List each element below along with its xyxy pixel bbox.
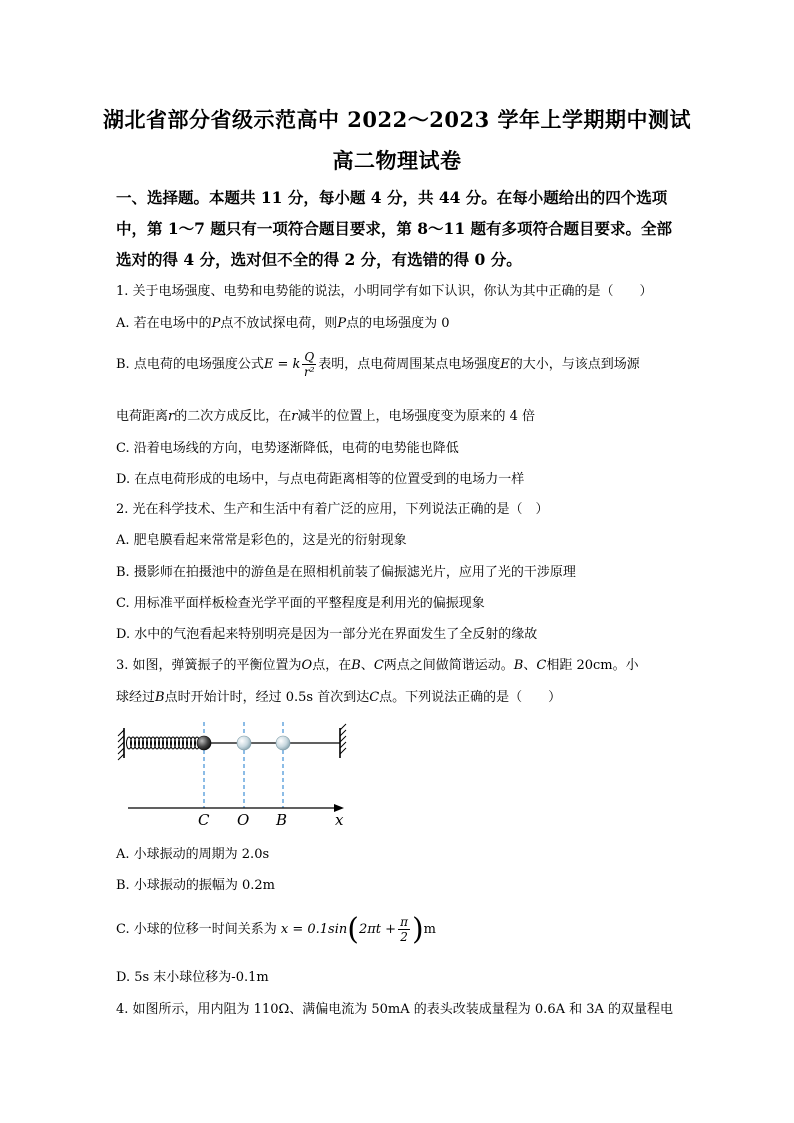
coulomb-fraction: $\frac{Q}{\text{r²}}$ xyxy=(304,350,315,379)
exam-subtitle: 高二物理试卷 xyxy=(332,148,462,173)
right-wall xyxy=(340,724,346,758)
q1-option-a: A. 若在电场中的P点不放试探电荷，则P点的电场强度为 0 xyxy=(116,316,450,331)
ball-at-c xyxy=(197,736,211,750)
q2-option-c: C. 用标准平面样板检查光学平面的平整程度是利用光的偏振现象 xyxy=(116,596,485,611)
label-x: x xyxy=(335,811,344,829)
q3-stem-line2: 球经过B点时开始计时，经过 0.5s 首次到达C点。下列说法正确的是（ ） xyxy=(116,690,562,705)
ball-at-o xyxy=(237,736,251,750)
q3-option-a: A. 小球振动的周期为 2.0s xyxy=(116,847,270,862)
spring-oscillator-figure xyxy=(110,718,360,830)
left-wall xyxy=(118,728,124,760)
label-b: B xyxy=(276,811,288,829)
q1-option-d: D. 在点电荷形成的电场中，与点电荷距离相等的位置受到的电场力一样 xyxy=(116,472,525,487)
section-heading: 一、选择题。本题共 11 分，每小题 4 分，共 44 分。在每小题给出的四个选项中，第 1～7 题只有一项符合题目要求，第 8～11 题有多项符合题目要求。全部选对的得 4 分，选对但不全的得 2 分，有选错的得 0 分。 xyxy=(116,188,673,269)
q1-option-b: B. 点电荷的电场强度公式E = k $\frac{Q}{\text{r²}}$ 表明，点电荷周围某点电场强度E的大小，与该点到场源 xyxy=(116,350,640,379)
exam-title: 湖北省部分省级示范高中 2022～2023 学年上学期期中测试 xyxy=(102,107,691,132)
ball-at-b xyxy=(276,736,290,750)
q4-stem: 4. 如图所示，用内阻为 110Ω、满偏电流为 50mA 的表头改装成量程为 0.6A 和 3A 的双量程电 xyxy=(116,1002,674,1017)
q3-option-b: B. 小球振动的振幅为 0.2m xyxy=(116,878,275,893)
q2-option-b: B. 摄影师在拍摄池中的游鱼是在照相机前装了偏振滤光片，应用了光的干涉原理 xyxy=(116,565,576,580)
q3-stem-line1: 3. 如图，弹簧振子的平衡位置为O点，在B、C两点之间做简谐运动。B、C相距 20cm。小 xyxy=(116,658,639,673)
q3-option-c: C. 小球的位移一时间关系为 x = 0.1sin(2πt + $\frac{\pi}{2}$ )m xyxy=(116,912,436,947)
q2-option-d: D. 水中的气泡看起来特别明亮是因为一部分光在界面发生了全反射的缘故 xyxy=(116,627,538,642)
label-c: C xyxy=(198,811,210,829)
q1-option-c: C. 沿着电场线的方向，电势逐渐降低，电荷的电势能也降低 xyxy=(116,441,459,456)
q2-stem: 2. 光在科学技术、生产和生活中有着广泛的应用，下列说法正确的是（ ） xyxy=(116,502,549,517)
q2-option-a: A. 肥皂膜看起来常常是彩色的，这是光的衍射现象 xyxy=(116,533,407,548)
q1-stem: 1. 关于电场强度、电势和电势能的说法，小明同学有如下认识，你认为其中正确的是（ ） xyxy=(116,284,653,299)
spring xyxy=(127,737,200,749)
label-o: O xyxy=(237,811,250,829)
q3-option-d: D. 5s 末小球位移为-0.1m xyxy=(116,970,269,985)
pi-over-two-fraction: $\frac{\pi}{2}$ xyxy=(400,915,408,944)
q1-option-b-continued: 电荷距离r的二次方成反比，在r减半的位置上，电场强度变为原来的 4 倍 xyxy=(116,409,536,424)
